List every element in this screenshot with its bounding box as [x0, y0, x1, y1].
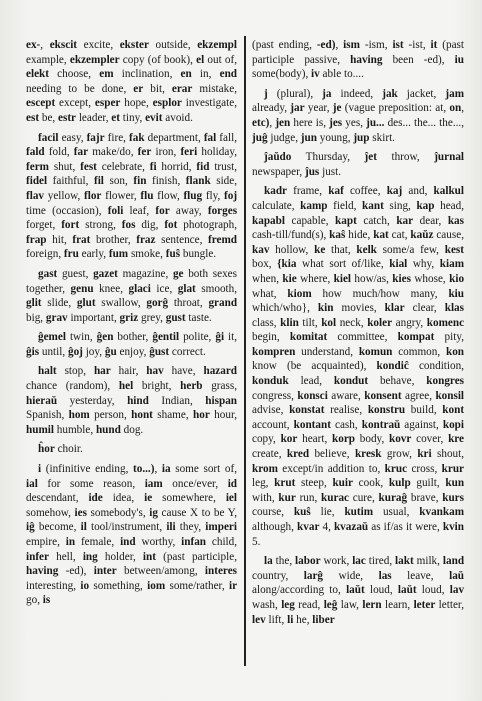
left-column — [26, 38, 237, 609]
dictionary-paragraph: i (infinitive ending, to...), ia some sort of, ial for some reason, iam once/ever, id descendant, ide idea, ie somewhere, iel somehow, ies somebody's, ig cause X to be Y, iĝ become, il tool/instrument, ili they, imperi empire, in female, ind worthy, infan child, infer hell, ing holder, int (past participle, having -ed), inter between/among, interes interesting, io something, iom some/rather, ir go, is — [26, 463, 238, 607]
dictionary-paragraph: ex-, ekscit excite, ekster outside, ekzempl example, ekzempler copy (of book), el out of, elekt choose, em inclination, en in, end needing to be done, er bit, erar mistake, escept except, esper hope, esplor investigate, est be, estr leader, et tiny, evit avoid. — [26, 39, 238, 124]
dictionary-paragraph: facil easy, fajr fire, fak department, fal fall, fald fold, far make/do, fer iron, feri holiday, ferm shut, fest celebrate, fi horrid, fid trust, fidel faithful, fil son, fin finish, flank side, flav yellow, flor flower, flu flow, flug fly, foj time (occasion), foli leaf, for away, forges forget, fort strong, fos dig, fot photograph, frap hit, frat brother, fraz sentence, fremd foreign, fru early, fum smoke, fuŝ bungle. — [26, 131, 238, 261]
dictionary-paragraph: (past ending, -ed), ism -ism, ist -ist, it (past participle passive, having been -ed), iu some(body), iv able to.... — [252, 39, 465, 81]
right-column — [252, 38, 464, 628]
dictionary-paragraph: ĥor choir. — [38, 443, 83, 456]
dictionary-paragraph: halt stop, har hair, hav have, hazard chance (random), hel bright, herb grass, hieraŭ yesterday, hind Indian, hispan Spanish, hom person, hont shame, hor hour, humil humble, hund dog. — [26, 365, 238, 436]
dictionary-paragraph: j (plural), ja indeed, jak jacket, jam already, jar year, je (vague preposition: at, on, etc), jen here is, jes yes, ju... des... the... the..., juĝ judge, jun young, jup skirt. — [252, 87, 465, 144]
column-divider — [244, 36, 246, 666]
dictionary-paragraph: kadr frame, kaf coffee, kaj and, kalkul calculate, kamp field, kant sing, kap head, kapabl capable, kapt catch, kar dear, kas cash-till/fund(s), kaŝ hide, kat cat, kaŭz cause, kav hollow, ke that, kelk some/a few, kest box, {kia what sort of/like, kial why, kiam when, kie where, kiel how/as, kies whose, kio what, kiom how much/how many, kiu which/who}, kin movies, klar clear, klas class, klin tilt, kol neck, koler angry, komenc begin, komitat committee, kompat pity, kompren understand, komun common, kon know (be acquainted), kondiĉ condition, konduk lead, kondut behave, kongres congress, konsci aware, konsent agree, konsil advise, konstat realise, konstru build, kont account, kontant cash, kontraŭ against, kopi copy, kor heart, korp body, kovr cover, kre create, kred believe, kresk grow, kri shout, krom except/in addition to, kruc cross, krur leg, krut steep, kuir cook, kulp guilt, kun with, kur run, kurac cure, kuraĝ brave, kurs course, kuŝ lie, kutim usual, kvankam although, kvar 4, kvazaŭ as if/as it were, kvin 5. — [252, 185, 465, 548]
dictionary-paragraph: la the, labor work, lac tired, lakt milk, land country, larĝ wide, las leave, laŭ along/according to, laŭt loud, laŭt loud, lav wash, leg read, leĝ law, lern learn, leter letter, lev lift, li he, liber — [252, 555, 465, 626]
dictionary-paragraph: gast guest, gazet magazine, ge both sexes together, genu knee, glaci ice, glat smooth, glit slide, glut swallow, gorĝ throat, grand big, grav important, griz grey, gust taste. — [26, 267, 238, 324]
dictionary-paragraph: ĵaŭdo Thursday, ĵet throw, ĵurnal newspaper, ĵus just. — [252, 151, 465, 178]
dictionary-paragraph: ĝemel twin, ĝen bother, ĝentil polite, ĝi it, ĝis until, ĝoj joy, ĝu enjoy, ĝust correct. — [26, 331, 238, 358]
